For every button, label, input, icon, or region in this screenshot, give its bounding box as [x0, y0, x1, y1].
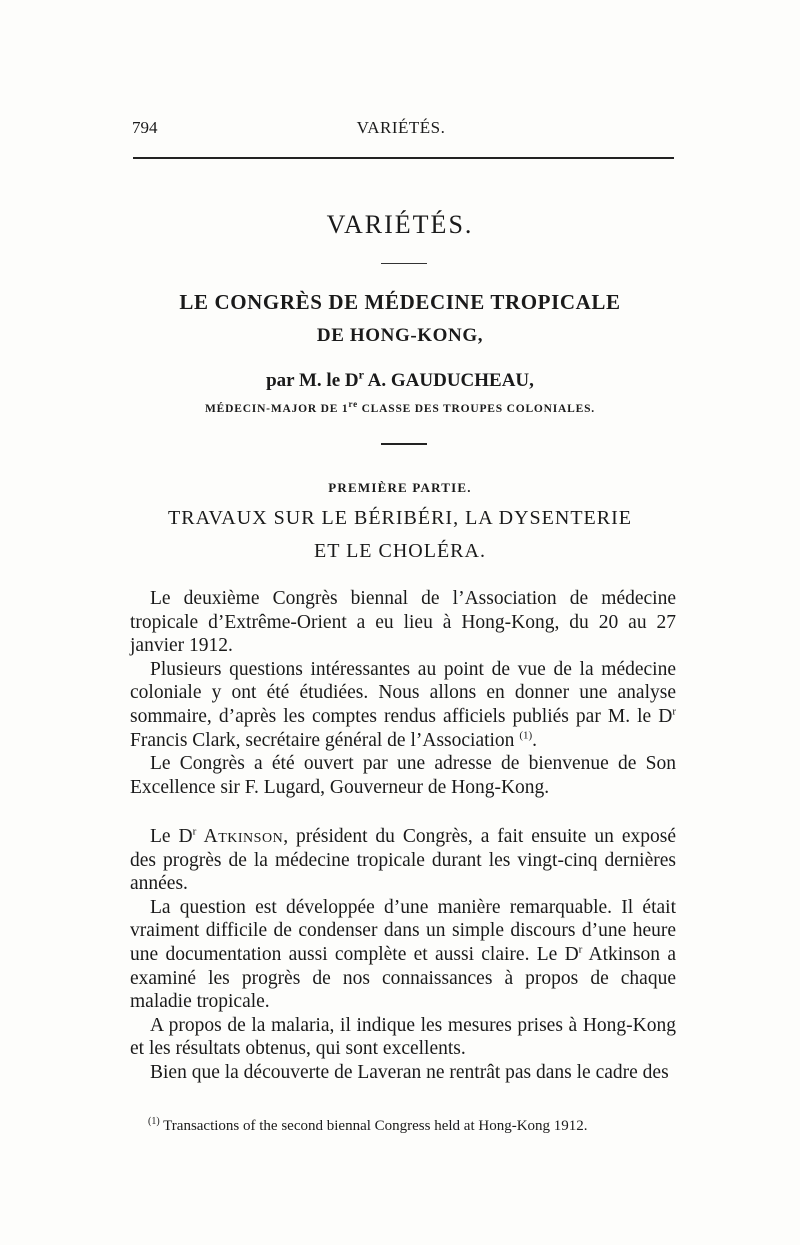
p2-dr-sup: r [672, 705, 676, 718]
paragraph-3: Le Congrès a été ouvert par une adresse de bienvenue de Son Excellence sir F. Lugard, Gouverneur de Hong-Kong. [130, 753, 676, 798]
affiliation-post: CLASSE DES TROUPES COLONIALES. [357, 403, 595, 415]
p2-text-2: Francis Clark, secrétaire général de l’Association [130, 729, 520, 751]
p4-sup: r [192, 825, 197, 838]
byline-sup: r [358, 367, 364, 382]
title-divider [381, 263, 427, 264]
article-title-line-2: DE HONG-KONG, [316, 325, 484, 346]
footnote [148, 1118, 688, 1135]
p5-sup: r [578, 943, 583, 956]
footnote-ref: (1) [519, 729, 533, 742]
p2-text: Plusieurs questions intéressantes au point de vue de la médecine coloniale y ont été étudiées. Nous allons en donner une analyse sommaire, d’après les comptes rendus afficiels publiés par M. le D [130, 658, 676, 727]
part-subject-line-1: TRAVAUX SUR LE BÉRIBÉRI, LA DYSENTERIE [168, 507, 632, 529]
page-number: 794 [132, 118, 158, 137]
body-block-1 [130, 587, 676, 799]
paragraph-6: A propos de la malaria, il indique les mesures prises à Hong-Kong et les résultats obtenus, qui sont excellents. [130, 1014, 676, 1060]
article-title-line-1: LE CONGRÈS DE MÉDECINE TROPICALE [179, 290, 621, 314]
byline [0, 367, 800, 392]
running-title: VARIÉTÉS. [356, 118, 446, 137]
section-title: VARIÉTÉS. [326, 210, 474, 239]
paragraph-2 [130, 658, 676, 752]
footnote-text: Transactions of the second biennal Congress held at Hong-Kong 1912. [159, 1118, 588, 1134]
byline-divider [381, 443, 427, 445]
paragraph-4 [130, 825, 676, 896]
p5-a: La question est développée d’une manière remarquable. Il était vraiment difficile de condenser dans un simple discours d’une heure une documentation aussi complète et aussi claire. Le D [130, 896, 676, 965]
byline-pre: par M. le D [266, 370, 359, 391]
p2-end: . [532, 729, 538, 751]
affiliation-sup: re [348, 399, 358, 410]
p4-pre: Le D [150, 826, 193, 847]
header-rule [133, 157, 674, 159]
part-title: PREMIÈRE PARTIE. [328, 480, 472, 495]
paragraph-5 [130, 896, 676, 1014]
p5-b: Atkinson a examiné les progrès de nos connaissances à propos de chaque maladie tropicale. [130, 943, 676, 1013]
paragraph-1: Le deuxième Congrès biennal de l’Association de médecine tropicale d’Extrême-Orient a eu lieu à Hong-Kong, du 20 au 27 janvier 1912. [130, 588, 676, 657]
byline-author: A. GAUDUCHEAU, [363, 370, 534, 391]
p4-rest: , président du Congrès, a fait ensuite un exposé des progrès de la médecine tropicale durant les vingt-cinq dernières années. [130, 826, 677, 895]
affiliation-pre: MÉDECIN-MAJOR DE 1 [205, 403, 349, 415]
p4-name: Atkinson [196, 826, 284, 847]
body-block-2 [130, 825, 676, 1085]
running-head [132, 118, 670, 140]
author-affiliation [0, 399, 800, 415]
footnote-marker: (1) [148, 1116, 160, 1127]
paragraph-7: Bien que la découverte de Laveran ne rentrât pas dans le cadre des [150, 1061, 669, 1083]
part-subject-line-2: ET LE CHOLÉRA. [314, 540, 486, 562]
